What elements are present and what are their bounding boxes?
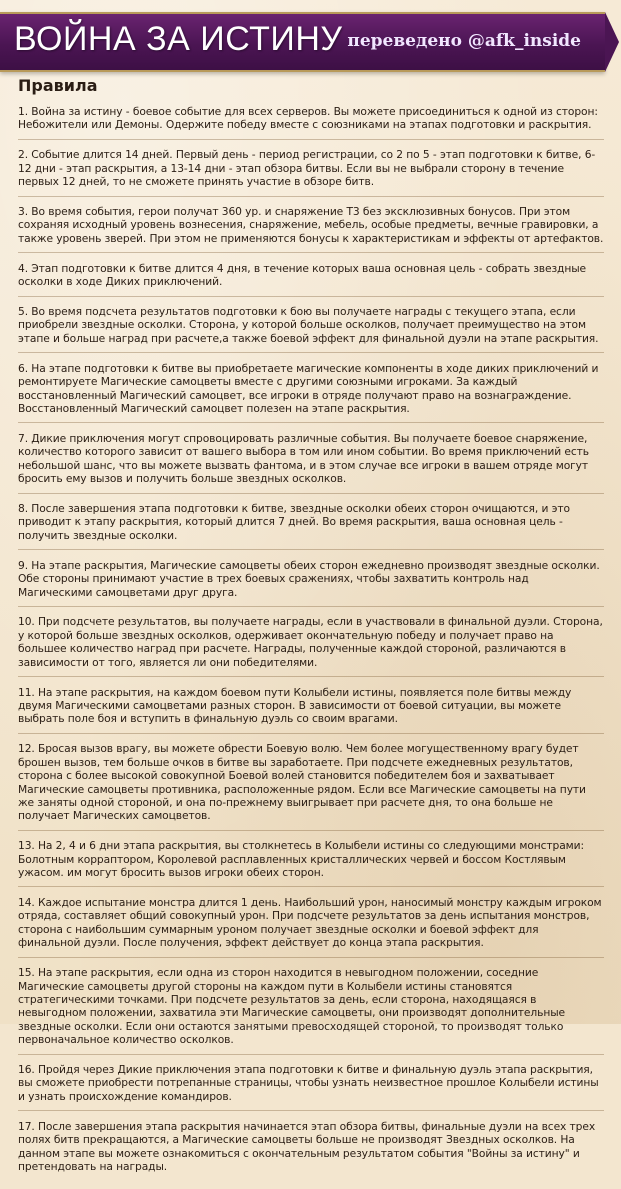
rule-item: 8. После завершения этапа подготовки к битве, звездные осколки обеих сторон очищаются, и это приводит к этапу раскрытия, который длится 7 дней. Во время раскрытия, ваша основная цель - получить звездные осколки.: [18, 502, 604, 550]
rule-item: 5. Во время подсчета результатов подготовки к бою вы получаете награды с текущего этапа, если приобрели звездные осколки. Сторона, у которой больше осколков, получает преимущество на этом этапе и больше наград при расчете,а также боевой эффект для финальной дуэли на этапе раскрытия.: [18, 305, 604, 353]
rule-item: 9. На этапе раскрытия, Магические самоцветы обеих сторон ежедневно производят звездные осколки. Обе стороны принимают участие в трех боевых сражениях, чтобы захватить контроль над Магическими самоцветами друг друга.: [18, 559, 604, 607]
translator-credit: переведено @afk_inside: [347, 31, 581, 51]
rule-item: 13. На 2, 4 и 6 дни этапа раскрытия, вы столкнетесь в Колыбели истины со следующими монстрами: Болотным корраптором, Королевой расплавленных кристаллических червей и боссом Костлявым ужасом. им могут бросить вызов игроки обеих сторон.: [18, 839, 604, 887]
rule-item: 12. Бросая вызов врагу, вы можете обрести Боевую волю. Чем более могущественному врагу будет брошен вызов, тем больше очков в битве вы заработаете. При подсчете ежедневных результатов, сторона с более высокой совокупной Боевой волей становится победителем боя и захватывает Магические самоцветы противника, расположенные рядом. Если все Магические самоцветы на пути же заняты одной стороной, и она по-прежнему выигрывает при расчете дня, то она больше не получает Магических самоцветов.: [18, 742, 604, 830]
rules-section: [18, 76, 604, 1189]
header-banner: [0, 12, 605, 72]
rule-item: 14. Каждое испытание монстра длится 1 день. Наибольший урон, наносимый монстру каждым игроком отряда, составляет общий совокупный урон. При подсчете результатов за день испытания монстров, сторона с наибольшим суммарным уроном получает звездные осколки и боевой эффект для финальной дуэли. После получения, эффект действует до конца этапа раскрытия.: [18, 896, 604, 958]
rule-item: 15. На этапе раскрытия, если одна из сторон находится в невыгодном положении, соседние Магические самоцветы другой стороны на каждом пути в Колыбели истины становятся стратегическими точками. При подсчете результатов за день, если сторона, находящаяся в невыгодном положении, захватила эти Магические самоцветы, они производят дополнительные звездные осколки. Если они остаются занятыми превосходящей стороной, то производят только первоначальное количество осколков.: [18, 966, 604, 1054]
page-title: ВОЙНА ЗА ИСТИНУ: [14, 20, 343, 58]
rule-item: 7. Дикие приключения могут спровоцировать различные события. Вы получаете боевое снаряжение, количество которого зависит от вашего выбора в том или ином событии. Во время приключений есть небольшой шанс, что вы можете вызвать фантома, и в этом случае все игроки в вашем отряде могут бросить ему вызов и получить больше звездных осколков.: [18, 432, 604, 494]
rule-item: 11. На этапе раскрытия, на каждом боевом пути Колыбели истины, появляется поле битвы между двумя Магическими самоцветами разных сторон. В зависимости от боевой ситуации, вы можете выбрать поле боя и вступить в финальную дуэль со своим врагами.: [18, 686, 604, 734]
rule-item: 1. Война за истину - боевое событие для всех серверов. Вы можете присоединиться к одной из сторон: Небожители или Демоны. Одержите победу вместе с союзниками на этапах подготовки и раскрытия.: [18, 105, 604, 140]
rule-item: 2. Событие длится 14 дней. Первый день - период регистрации, со 2 по 5 - этап подготовки к битве, 6-12 дни - этап раскрытия, а 13-14 дни - этап обзора битвы. Если вы не выбрали сторону в течение первых 12 дней, то не сможете принять участие в обзоре битв.: [18, 148, 604, 196]
rules-heading: Правила: [18, 76, 98, 95]
rule-item: 16. Пройдя через Дикие приключения этапа подготовки к битве и финальную дуэль этапа раскрытия, вы сможете приобрести потрепанные страницы, чтобы узнать неизвестное прошлое Колыбели истины и узнать происхождение командиров.: [18, 1063, 604, 1111]
rule-item: 4. Этап подготовки к битве длится 4 дня, в течение которых ваша основная цель - собрать звездные осколки в ходе Диких приключений.: [18, 262, 604, 297]
rule-item: 6. На этапе подготовки к битве вы приобретаете магические компоненты в ходе диких приключений и ремонтируете Магические самоцветы вместе с другими союзными игроками. За каждый восстановленный Магический самоцвет, все игроки в отряде получают право на вознаграждение. Восстановленный Магический самоцвет полезен на этапе раскрытия.: [18, 362, 604, 424]
rule-item: 17. После завершения этапа раскрытия начинается этап обзора битвы, финальные дуэли на всех трех полях битв прекращаются, а Магические самоцветы больше не производят Звездных осколков. На данном этапе вы можете ознакомиться с окончательным результатом события "Войны за истину" и претендовать на награды.: [18, 1119, 596, 1173]
rule-item: 3. Во время события, герои получат 360 ур. и снаряжение Т3 без эксклюзивных бонусов. При этом сохраняя исходный уровень вознесения, снаряжение, мебель, особые предметы, вечные гравировки, а также уровень зверей. При этом не применяются бонусы к характеристикам и эффекты от артефактов.: [18, 205, 604, 253]
rule-item: 10. При подсчете результатов, вы получаете награды, если в участвовали в финальной дуэли. Сторона, у которой больше звездных осколков, одерживает окончательную победу и получает право на большее количество наград при расчете. Награды, полученные каждой стороной, различаются в зависимости от того, является ли они победителями.: [18, 615, 604, 677]
